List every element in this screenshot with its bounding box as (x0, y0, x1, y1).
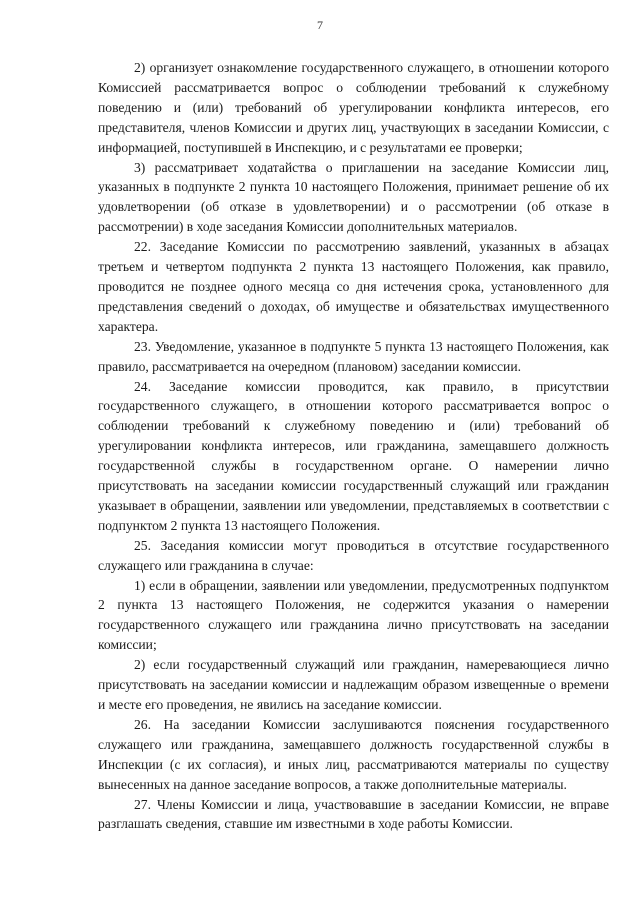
paragraph-25-subitem-2: 2) если государственный служащий или гражданин, намеревающиеся лично присутствовать на заседании комиссии и надлежащим образом извещенные о времени и месте его проведения, не явились на заседание комиссии. (98, 657, 609, 712)
page-number: 7 (317, 18, 323, 32)
paragraph-25-subitem-1: 1) если в обращении, заявлении или уведомлении, предусмотренных подпунктом 2 пункта 13 настоящего Положения, не содержится указания о намерении государственного служащего или гражданина лично присутствовать на заседании комиссии; (98, 577, 609, 653)
paragraph-22: 22. Заседание Комиссии по рассмотрению заявлений, указанных в абзацах третьем и четвертом подпункта 2 пункта 13 настоящего Положения, как правило, проводится не позднее одного месяца со дня истечения срока, установленного для представления сведений о доходах, об имуществе и обязательствах имущественного характера. (98, 239, 609, 334)
paragraph-27: 27. Члены Комиссии и лица, участвовавшие в заседании Комиссии, не вправе разглашать сведения, ставшие им известными в ходе работы Комиссии. (98, 796, 609, 832)
document-body (98, 58, 609, 834)
paragraph-subitem-3-petitions: 3) рассматривает ходатайства о приглашении на заседание Комиссии лиц, указанных в подпункте 2 пункта 10 настоящего Положения, принимает решение об их удовлетворении (об отказе в удовлетворении) и о рассмотрении (об отказе в рассмотрении) в ходе заседания Комиссии дополнительных материалов. (98, 159, 609, 235)
paragraph-25: 25. Заседания комиссии могут проводиться в отсутствие государственного служащего или гражданина в случае: (98, 537, 609, 573)
paragraph-26: 26. На заседании Комиссии заслушиваются пояснения государственного служащего или гражданина, замещавшего должность государственной службы в Инспекции (с их согласия), и иных лиц, рассматриваются материалы по существу вынесенных на данное заседание вопросов, а также дополнительные материалы. (98, 716, 609, 792)
paragraph-subitem-2-familiarization: 2) организует ознакомление государственного служащего, в отношении которого Комиссией рассматривается вопрос о соблюдении требований к служебному поведению и (или) требований об урегулировании конфликта интересов, его представителя, членов Комиссии и других лиц, участвующих в заседании Комиссии, с информацией, поступившей в Инспекцию, и с результатами ее проверки; (98, 60, 609, 155)
paragraph-23: 23. Уведомление, указанное в подпункте 5 пункта 13 настоящего Положения, как правило, рассматривается на очередном (плановом) заседании комиссии. (98, 338, 609, 374)
paragraph-24: 24. Заседание комиссии проводится, как правило, в присутствии государственного служащего, в отношении которого рассматривается вопрос о соблюдении требований к служебному поведению и (или) требований об урегулировании конфликта интересов, или гражданина, замещавшего должность государственной службы в государственном органе. О намерении лично присутствовать на заседании комиссии государственный служащий или гражданин указывает в обращении, заявлении или уведомлении, представляемых в соответствии с подпунктом 2 пункта 13 настоящего Положения. (98, 378, 609, 533)
